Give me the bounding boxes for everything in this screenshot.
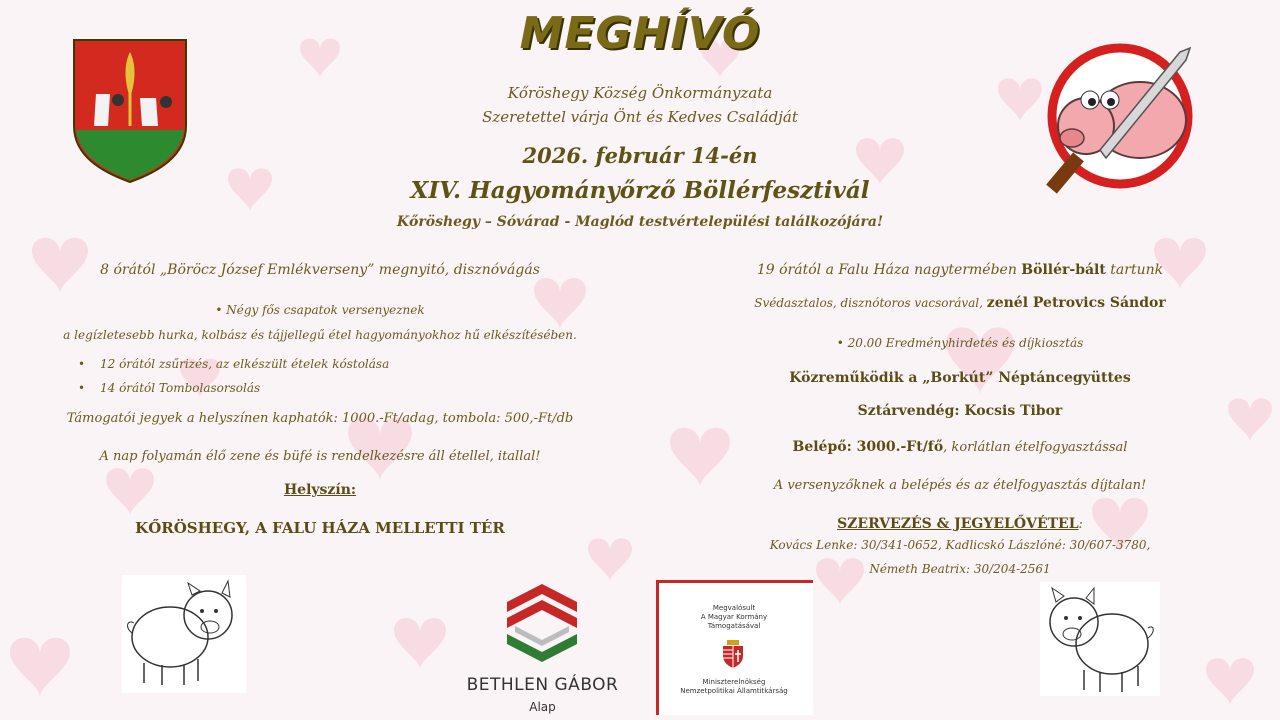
event-date: 2026. február 14-én [522, 143, 758, 168]
hungarian-coat-of-arms-icon [722, 640, 744, 668]
dinner-text [640, 295, 1280, 311]
teams-line-2: a legízletesebb hurka, kolbász és tájjellegű étel hagyományokhoz hű elkészítésében. [63, 328, 577, 342]
entry-text-bold: Belépő: 3000.-Ft/fő [792, 439, 944, 455]
org-label-colon: : [1078, 517, 1083, 532]
music-text: A nap folyamán élő zene és büfé is rendelkezésre áll étellel, itallal! [99, 449, 541, 464]
gov-line-5: Nemzetpolitikai Államtitkárság [680, 687, 788, 695]
venue-text: KŐRÖSHEGY, A FALU HÁZA MELLETTI TÉR [135, 519, 505, 537]
dance-text: Közreműködik a „Borkút” Néptáncegyüttes [789, 370, 1131, 386]
results-text: • 20.00 Eredményhirdetés és díjkiosztás [836, 336, 1084, 350]
teams-line-1: • Négy fős csapatok versenyeznek [215, 303, 425, 317]
event-name: XIV. Hagyományőrző Böllérfesztivál [410, 177, 870, 204]
welcome-line: Szeretettel várja Önt és Kedves Családját [482, 108, 798, 126]
ball-text [640, 262, 1280, 278]
contacts-line-1: Kovács Lenke: 30/341-0652, Kadlicskó Lászlóné: 30/607-3780, [769, 538, 1151, 552]
pig-drawing-right [1040, 582, 1160, 696]
opening-text: 8 órától „Böröcz József Emlékverseny” megnyitó, disznóvágás [100, 262, 540, 278]
bullet-judging: • 12 órától zsűrizés, az elkészült ételek kóstolása [100, 357, 389, 371]
event-subtitle: Kőröshegy – Sóvárad - Maglód testvértelepülési találkozójára! [396, 214, 884, 230]
gov-line-4: Miniszterelnökség [702, 678, 766, 686]
tickets-text: Támogatói jegyek a helyszínen kaphatók: 1000.-Ft/adag, tombola: 500,-Ft/db [66, 411, 574, 426]
dinner-text-bold: zenél Petrovics Sándor [986, 295, 1166, 311]
dinner-text-pre: Svédasztalos, disznótoros vacsorával, [754, 296, 987, 310]
bethlen-gabor-sub: Alap [529, 700, 556, 714]
star-guest-text: Sztárvendég: Kocsis Tibor [857, 403, 1063, 419]
free-entry-text: A versenyzőknek a belépés és az ételfogyasztás díjtalan! [773, 478, 1147, 493]
gov-line-2: A Magyar Kormány [700, 613, 768, 621]
bethlen-gabor-logo [505, 582, 579, 668]
venue-label: Helyszín: [283, 482, 357, 498]
organizer-line: Kőröshegy Község Önkormányzata [507, 84, 773, 102]
ball-text-bold: Böllér-bált [1021, 262, 1106, 278]
contacts-line-2: Németh Beatrix: 30/204-2561 [869, 562, 1051, 576]
org-label [640, 513, 1280, 532]
bullet-raffle: • 14 órától Tombolasorsolás [100, 381, 260, 395]
ball-text-pre: 19 órától a Falu Háza nagytermében [756, 262, 1022, 278]
bethlen-gabor-name: BETHLEN GÁBOR [466, 675, 619, 695]
pig-drawing-left [122, 575, 246, 693]
org-label-text: SZERVEZÉS & JEGYELŐVÉTEL [837, 516, 1079, 532]
ball-text-post: tartunk [1105, 262, 1164, 278]
gov-line-1: Megvalósult [712, 604, 756, 612]
gov-line-3: Támogatásával [707, 622, 761, 630]
page-title: MEGHÍVÓ [519, 8, 761, 59]
entry-text-post: , korlátlan ételfogyasztással [943, 440, 1128, 455]
entry-text [640, 439, 1280, 455]
